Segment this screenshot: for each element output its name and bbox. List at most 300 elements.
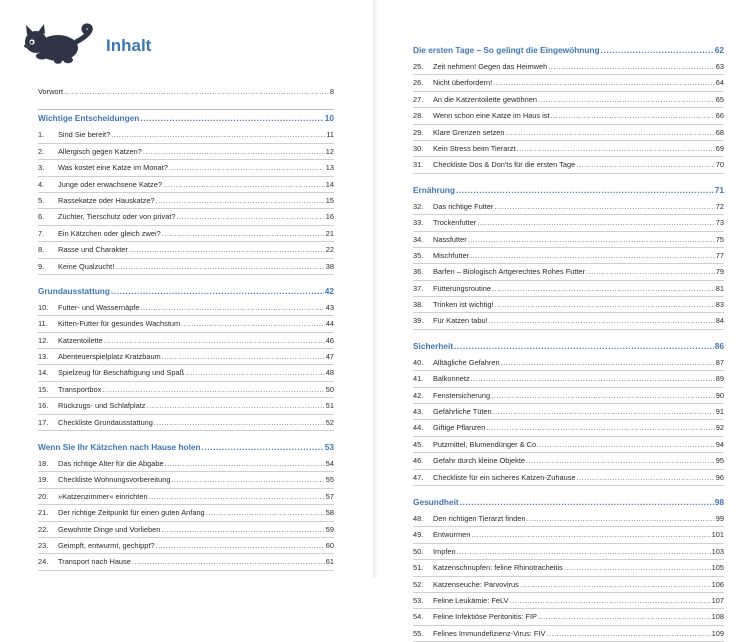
entry-text: Der richtige Zeitpunkt für einen guten Anfang [58, 508, 205, 518]
entry-text: Impfen [433, 546, 456, 556]
toc-entry [38, 414, 334, 431]
entry-number: 40. [413, 357, 424, 367]
entry-number: 41. [413, 374, 424, 384]
toc-entry [38, 176, 334, 192]
dot-leader [457, 544, 711, 559]
dot-leader [520, 577, 711, 592]
dot-leader [162, 226, 325, 241]
entry-number: 3. [38, 163, 45, 173]
entry-text: Nassfutter [433, 234, 467, 244]
entry-page: 11 [326, 130, 334, 140]
dot-leader [64, 84, 329, 99]
dot-leader [162, 349, 325, 364]
entry-page: 94 [715, 439, 724, 449]
entry-page: 92 [715, 423, 724, 433]
entry-number: 10. [38, 302, 49, 312]
entry-number: 20. [38, 491, 49, 501]
toc-entry [38, 471, 334, 487]
toc-section-heading [413, 42, 724, 59]
entry-page: 52 [325, 417, 334, 427]
dot-leader [486, 420, 715, 435]
dot-leader [470, 248, 715, 263]
entry-number: 44. [413, 423, 424, 433]
section-title: Wenn Sie Ihr Kätzchen nach Hause holen [38, 442, 201, 453]
toc-entry [413, 370, 724, 386]
dot-leader [546, 626, 710, 641]
entry-page: 38 [325, 261, 334, 271]
dot-leader [471, 527, 710, 542]
entry-number: 24. [38, 557, 49, 567]
toc-entry [413, 526, 724, 542]
entry-page: 79 [715, 267, 724, 277]
entry-number: 51. [413, 563, 424, 573]
entry-text: Alltägliche Gefahren [433, 357, 500, 367]
toc-entry [38, 456, 334, 471]
dot-leader [206, 505, 325, 520]
dot-leader [493, 75, 715, 90]
entry-number: 37. [413, 283, 424, 293]
toc-entry-page: 8 [329, 87, 334, 96]
entry-number: 25. [413, 62, 424, 71]
entry-text: Gewohnte Dinge und Vorlieben [58, 524, 161, 534]
entry-page: 89 [715, 374, 724, 384]
entry-number: 6. [38, 212, 45, 222]
entry-text: Trockenfutter [433, 218, 477, 228]
dot-leader [494, 199, 714, 214]
entry-page: 58 [325, 508, 334, 518]
dot-leader [456, 182, 714, 199]
dot-leader [454, 338, 714, 355]
toc-section-heading [413, 338, 724, 355]
entry-page: 44 [325, 319, 334, 329]
toc-right [413, 42, 724, 642]
entry-number: 34. [413, 234, 424, 244]
toc-entry [38, 397, 334, 413]
dot-leader [493, 404, 715, 419]
entry-text: Wenn schon eine Katze im Haus ist [433, 111, 550, 121]
dot-leader [147, 398, 325, 413]
dot-leader [149, 489, 325, 504]
section-page: 62 [714, 45, 724, 55]
toc-section-heading [38, 283, 334, 300]
entry-text: Entwurmen [433, 530, 471, 540]
entry-text: Geimpft, entwurmt, gechippt? [58, 540, 155, 550]
toc-entry [413, 247, 724, 263]
entry-number: 46. [413, 456, 424, 466]
entry-number: 47. [413, 472, 424, 482]
entry-text: Kein Stress beim Tierarzt [433, 143, 516, 153]
entry-text: Das richtige Alter für die Abgabe [58, 459, 164, 469]
entry-text: Keine Qualzucht! [58, 261, 115, 271]
entry-text: Den richtigen Tierarzt finden [433, 513, 526, 523]
entry-number: 38. [413, 300, 424, 310]
toc-entry [38, 300, 334, 315]
entry-number: 13. [38, 352, 49, 362]
dot-leader [165, 456, 325, 471]
entry-page: 103 [711, 546, 724, 556]
dot-leader [169, 160, 325, 175]
dot-leader [471, 371, 715, 386]
entry-page: 61 [325, 557, 334, 567]
entry-text: Feline Infektiöse Peritonitis: FIP [433, 612, 537, 622]
dot-leader [548, 59, 715, 74]
entry-page: 60 [325, 540, 334, 550]
entry-text: Fenstersicherung [433, 390, 491, 400]
entry-text: Was kostet eine Katze im Monat? [58, 163, 168, 173]
left-page [0, 0, 372, 578]
section-title: Gesundheit [413, 496, 459, 507]
entry-text: Checkliste Grundausstattung [58, 417, 153, 427]
entry-text: Gefährliche Tüten [433, 407, 492, 417]
toc-entry [413, 608, 724, 624]
dot-leader [517, 141, 715, 156]
toc-entry-text: Vorwort [38, 87, 64, 96]
entry-text: Feline Leukämie: FeLV [433, 595, 509, 605]
dot-leader [526, 511, 714, 526]
toc-entry [38, 315, 334, 331]
toc-entry [413, 511, 724, 526]
toc-left [38, 84, 334, 571]
entry-page: 12 [325, 146, 334, 156]
entry-number: 12. [38, 335, 49, 345]
entry-number: 11. [38, 319, 48, 329]
entry-page: 107 [711, 595, 724, 605]
toc-entry [413, 436, 724, 452]
toc-entry [38, 381, 334, 397]
toc-entry [38, 364, 334, 380]
entry-page: 84 [715, 316, 724, 326]
entry-number: 49. [413, 530, 424, 540]
toc-entry [413, 543, 724, 559]
entry-number: 54. [413, 612, 424, 622]
entry-text: Checkliste für ein sicheres Katzen-Zuhause [433, 472, 576, 482]
toc-entry [413, 140, 724, 156]
entry-number: 29. [413, 127, 424, 137]
entry-number: 27. [413, 94, 424, 104]
entry-text: Checkliste Dos & Don'ts für die ersten Tage [433, 160, 576, 170]
toc-entry [413, 156, 724, 173]
dot-leader [489, 313, 715, 328]
toc-entry [413, 469, 724, 486]
entry-page: 50 [325, 384, 334, 394]
entry-page: 46 [325, 335, 334, 345]
dot-leader [156, 538, 325, 553]
entry-page: 101 [711, 530, 724, 540]
dot-leader [576, 157, 715, 172]
toc-entry [38, 192, 334, 208]
dot-leader [185, 365, 325, 380]
dot-leader [538, 609, 711, 624]
entry-text: »Katzenzimmer« einrichten [58, 491, 148, 501]
entry-page: 65 [715, 94, 724, 104]
entry-page: 13 [325, 163, 334, 173]
toc-entry [413, 59, 724, 74]
entry-page: 63 [715, 62, 724, 71]
dot-leader [154, 415, 325, 430]
toc-entry [38, 241, 334, 257]
toc-section-heading [38, 109, 334, 127]
entry-page: 51 [325, 401, 334, 411]
entry-page: 99 [715, 513, 724, 523]
entry-text: Putzmittel, Blumendünger & Co. [433, 439, 539, 449]
entry-page: 87 [715, 357, 724, 367]
toc-section-heading [413, 494, 724, 511]
dot-leader [176, 209, 324, 224]
dot-leader [505, 125, 714, 140]
entry-number: 36. [413, 267, 424, 277]
entry-text: Züchter, Tierschutz oder von privat? [58, 212, 176, 222]
entry-text: Klare Grenzen setzen [433, 127, 505, 137]
dot-leader [171, 472, 324, 487]
entry-text: Sind Sie bereit? [58, 130, 111, 140]
entry-page: 57 [325, 491, 334, 501]
dot-leader [551, 108, 715, 123]
entry-text: Transportbox [58, 384, 102, 394]
entry-page: 55 [325, 475, 334, 485]
entry-text: Kitten-Futter für gesundes Wachstum [58, 319, 181, 329]
entry-text: Transport nach Hause [58, 557, 131, 567]
toc-entry [413, 312, 724, 329]
toc-entry [413, 214, 724, 230]
entry-text: Katzenseuche: Parvovirus [433, 579, 519, 589]
entry-number: 39. [413, 316, 424, 326]
dot-leader [111, 127, 325, 142]
dot-leader [140, 300, 324, 315]
entry-page: 43 [325, 302, 334, 312]
entry-page: 47 [325, 352, 334, 362]
toc-entry [38, 504, 334, 520]
toc-entry [38, 258, 334, 275]
section-title: Sicherheit [413, 340, 454, 351]
entry-number: 55. [413, 628, 424, 638]
entry-number: 23. [38, 540, 49, 550]
entry-number: 14. [38, 368, 49, 378]
entry-text: Trinken ist wichtig! [433, 300, 494, 310]
toc-entry [38, 521, 334, 537]
entry-text: Barfen – Biologisch Artgerechtes Rohes Futter [433, 267, 585, 277]
dot-leader [140, 110, 323, 127]
entry-page: 105 [711, 563, 724, 573]
dot-leader [526, 453, 715, 468]
dot-leader [104, 333, 325, 348]
toc-section-heading [413, 182, 724, 199]
entry-number: 15. [38, 384, 49, 394]
entry-number: 26. [413, 78, 424, 88]
entry-page: 69 [715, 143, 724, 153]
toc-entry [413, 387, 724, 403]
entry-text: Giftige Pflanzen [433, 423, 486, 433]
entry-page: 109 [711, 628, 724, 638]
dot-leader [539, 437, 715, 452]
entry-number: 16. [38, 401, 49, 411]
entry-number: 9. [38, 261, 45, 271]
dot-leader [492, 281, 715, 296]
entry-number: 32. [413, 201, 424, 211]
toc-entry [413, 625, 724, 642]
toc-entry [413, 592, 724, 608]
entry-page: 95 [715, 456, 724, 466]
dot-leader [161, 522, 324, 537]
toc-entry [413, 576, 724, 592]
dot-leader [491, 388, 715, 403]
entry-text: Rassekatze oder Hauskatze? [58, 195, 155, 205]
entry-page: 64 [715, 78, 724, 88]
entry-text: Checkliste Wohnungsvorbereitung [58, 475, 171, 485]
entry-page: 72 [715, 201, 724, 211]
entry-text: Mischfutter [433, 250, 470, 260]
entry-text: Ein Kätzchen oder gleich zwei? [58, 228, 161, 238]
entry-page: 16 [325, 212, 334, 222]
entry-page: 108 [711, 612, 724, 622]
entry-page: 83 [715, 300, 724, 310]
entry-text: Zeit nehmen! Gegen das Heimweh [433, 62, 548, 71]
entry-number: 35. [413, 250, 424, 260]
toc-entry [413, 231, 724, 247]
entry-number: 18. [38, 459, 49, 469]
toc-entry [413, 91, 724, 107]
dot-leader [586, 264, 715, 279]
entry-page: 54 [325, 459, 334, 469]
entry-page: 70 [715, 160, 724, 170]
entry-page: 48 [325, 368, 334, 378]
toc-entry-vorwort [38, 84, 334, 99]
section-page: 86 [714, 340, 724, 351]
entry-page: 90 [715, 390, 724, 400]
entry-number: 43. [413, 407, 424, 417]
toc-entry [413, 559, 724, 575]
entry-number: 52. [413, 579, 424, 589]
entry-page: 68 [715, 127, 724, 137]
dot-leader [143, 144, 325, 159]
entry-page: 81 [715, 283, 724, 293]
toc-entry [38, 127, 334, 142]
entry-number: 4. [38, 179, 45, 189]
toc-entry [38, 225, 334, 241]
toc-entry [413, 452, 724, 468]
section-page: 53 [324, 442, 334, 453]
dot-leader [202, 439, 324, 456]
section-title: Ernährung [413, 184, 455, 195]
section-page: 71 [714, 184, 724, 195]
dot-leader [115, 259, 324, 274]
dot-leader [601, 42, 714, 59]
entry-page: 22 [325, 245, 334, 255]
toc-section-heading [38, 439, 334, 456]
section-title: Wichtige Entscheidungen [38, 113, 140, 124]
entry-text: Futter- und Wassernäpfe [58, 302, 140, 312]
section-page: 10 [324, 113, 334, 124]
entry-page: 96 [715, 472, 724, 482]
toc-entry [38, 143, 334, 159]
dot-leader [129, 242, 325, 257]
entry-number: 5. [38, 195, 45, 205]
entry-page: 14 [325, 179, 334, 189]
toc-entry [413, 124, 724, 140]
toc-entry [413, 280, 724, 296]
dot-leader [102, 382, 324, 397]
dot-leader [181, 316, 325, 331]
entry-number: 42. [413, 390, 424, 400]
entry-number: 28. [413, 111, 424, 121]
entry-number: 53. [413, 595, 424, 605]
entry-page: 106 [711, 579, 724, 589]
entry-page: 66 [715, 111, 724, 121]
dot-leader [564, 560, 711, 575]
right-page [378, 0, 750, 638]
entry-number: 33. [413, 218, 424, 228]
cat-illustration-icon [14, 22, 98, 70]
dot-leader [460, 494, 714, 511]
toc-entry [38, 553, 334, 570]
section-title: Die ersten Tage – So gelingt die Eingewöhnung [413, 45, 600, 55]
toc-entry [38, 537, 334, 553]
dot-leader [577, 470, 715, 485]
entry-number: 7. [38, 228, 45, 238]
dot-leader [477, 215, 715, 230]
entry-text: Spielzeug für Beschäftigung und Spaß [58, 368, 185, 378]
entry-number: 1. [38, 130, 45, 140]
entry-text: Rasse und Charakter [58, 245, 128, 255]
entry-text: Für Katzen tabu! [433, 316, 488, 326]
entry-number: 21. [38, 508, 49, 518]
entry-number: 17. [38, 417, 49, 427]
dot-leader [495, 297, 715, 312]
entry-text: Fütterungsroutine [433, 283, 491, 293]
dot-leader [468, 232, 715, 247]
entry-text: Junge oder erwachsene Katze? [58, 179, 162, 189]
entry-text: Allergisch gegen Katzen? [58, 146, 142, 156]
entry-number: 50. [413, 546, 424, 556]
entry-page: 91 [715, 407, 724, 417]
dot-leader [163, 177, 325, 192]
toc-entry [413, 296, 724, 312]
entry-text: Das richtige Futter [433, 201, 494, 211]
entry-text: Katzentoilette [58, 335, 103, 345]
entry-number: 30. [413, 143, 424, 153]
toc-entry [38, 208, 334, 224]
entry-number: 45. [413, 439, 424, 449]
dot-leader [509, 593, 710, 608]
entry-text: Abenteuerspielplatz Kratzbaum [58, 352, 161, 362]
entry-text: Balkonnetz [433, 374, 470, 384]
dot-leader [156, 193, 325, 208]
toc-entry [413, 74, 724, 90]
toc-entry [38, 488, 334, 504]
entry-text: An die Katzentoilette gewöhnen [433, 94, 537, 104]
dot-leader [501, 355, 715, 370]
entry-page: 73 [715, 218, 724, 228]
toc-entry [413, 107, 724, 123]
toc-entry [38, 332, 334, 348]
entry-text: Rückzugs- und Schlafplatz [58, 401, 146, 411]
toc-entry [38, 348, 334, 364]
dot-leader [111, 283, 324, 300]
toc-entry [413, 199, 724, 214]
page-title: Inhalt [106, 36, 152, 55]
toc-entry [413, 403, 724, 419]
entry-page: 59 [325, 524, 334, 534]
entry-page: 21 [325, 228, 334, 238]
entry-number: 19. [38, 475, 49, 485]
section-page: 42 [324, 285, 334, 296]
section-page: 98 [714, 496, 724, 507]
entry-number: 2. [38, 146, 45, 156]
entry-text: Katzenschnupfen: feline Rhinotracheitis [433, 563, 563, 573]
section-title: Grundausstattung [38, 285, 110, 296]
entry-page: 77 [715, 250, 724, 260]
entry-number: 22. [38, 524, 49, 534]
entry-number: 8. [38, 245, 45, 255]
